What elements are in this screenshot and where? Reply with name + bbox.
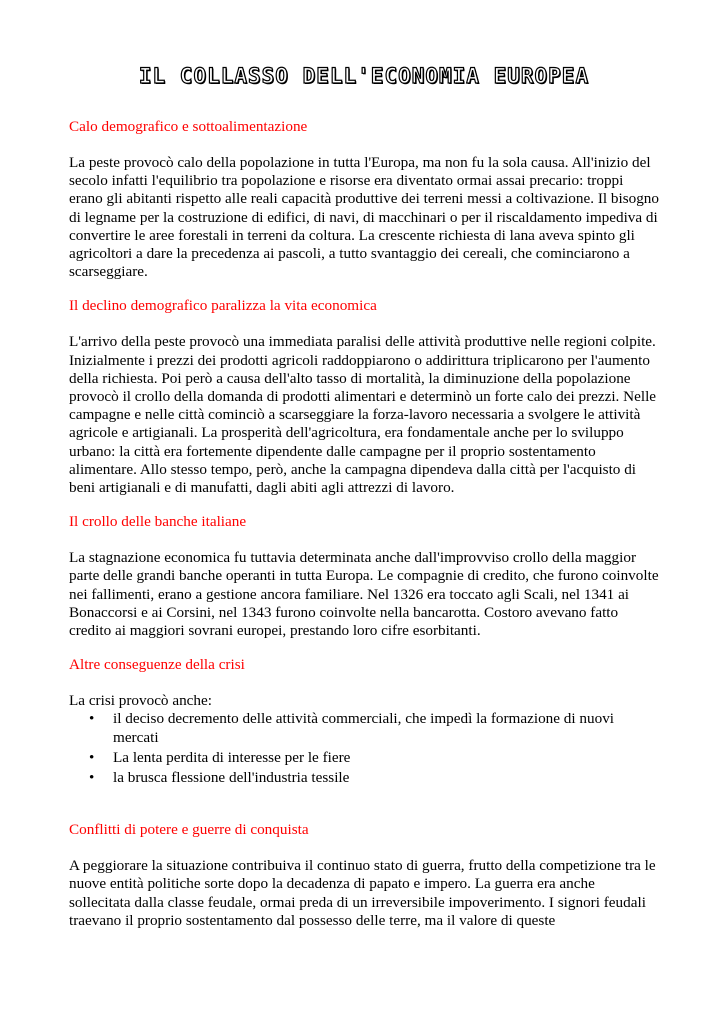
list-intro-text: La crisi provocò anche: [69, 692, 212, 710]
section-heading-conflitti-potere: Conflitti di potere e guerre di conquista [69, 821, 309, 839]
consequences-list [69, 710, 659, 787]
section-heading-declino-demografico: Il declino demografico paralizza la vita economica [69, 297, 377, 315]
section-heading-altre-conseguenze: Altre conseguenze della crisi [69, 656, 245, 674]
list-item-text: La lenta perdita di interesse per le fiere [113, 748, 351, 766]
bullet-icon: • [89, 769, 95, 787]
section-heading-crollo-banche: Il crollo delle banche italiane [69, 513, 247, 531]
list-item [69, 710, 659, 746]
list-item-text: la brusca flessione dell'industria tessile [113, 769, 350, 787]
section-text-declino-demografico: L'arrivo della peste provocò una immediata paralisi delle attività produttive nelle regioni colpite. Inizialmente i prezzi dei prodotti agricoli raddoppiarono o addirittura triplicarono per l'aumento della richiesta. Poi però a causa dell'alto tasso di mortalità, la diminuzione della popolazione provocò il crollo della domanda di prodotti alimentari e determinò un forte calo dei prezzi. Nelle campagne e nelle città cominciò a scarseggiare la forza-lavoro necessaria a svolgere le attività agricole e artigianali. La prosperità dell'agricoltura, era fondamentale anche per lo sviluppo urbano: la città era fortemente dipendente dalle campagne per il proprio sostentamento alimentare. Allo stesso tempo, però, anche la campagna dipendeva dalla città per l'acquisto di beni artigianali e di manufatti, dagli abiti agli attrezzi di lavoro. [69, 333, 657, 497]
section-text-crollo-banche: La stagnazione economica fu tuttavia determinata anche dall'improvviso crollo della maggior parte delle grandi banche operanti in tutta Europa. Le compagnie di credito, che furono coinvolte nei fallimenti, erano a gestione ancora familiare. Nel 1326 era toccato agli Scali, nel 1341 ai Bonaccorsi e ai Corsini, nel 1343 furono coinvolte nella bancarotta. Costoro avevano fatto credito ai maggiori sovrani europei, prestando loro cifre esorbitanti. [69, 549, 659, 640]
section-heading-calo-demografico: Calo demografico e sottoalimentazione [69, 118, 308, 135]
list-item-text: il deciso decremento delle attività commerciali, che impedì la formazione di nuovi mercati [113, 710, 615, 746]
bullet-icon: • [89, 710, 95, 728]
section-text-calo-demografico: La peste provocò calo della popolazione in tutta l'Europa, ma non fu la sola causa. All'inizio del secolo infatti l'equilibrio tra popolazione e risorse era diventato ormai assai precario: troppi erano gli abitanti rispetto alle reali capacità produttive dei terreni messi a coltivazione. Il bisogno di legname per la costruzione di edifici, di navi, di macchinari o per il riscaldamento impediva di convertire le aree forestali in terreni da coltura. La crescente richiesta di lana aveva spinto gli agricoltori a dare la precedenza ai pascoli, a tutto svantaggio dei cereali, che cominciarono a scarseggiare. [69, 154, 659, 281]
bullet-icon: • [89, 748, 95, 766]
list-item [69, 749, 659, 767]
list-item [69, 769, 659, 787]
document-title: IL COLLASSO DELL'ECONOMIA EUROPEA [138, 64, 590, 88]
document-page [69, 62, 659, 946]
section-text-conflitti-potere: A peggiorare la situazione contribuiva il continuo stato di guerra, frutto della competizione tra le nuove entità politiche sorte dopo la decadenza di papato e impero. La guerra era anche sollecitata dalla classe feudale, ormai preda di un irreversibile impoverimento. I signori feudali traevano il proprio sostentamento dal possesso delle terre, ma il valore di queste [69, 857, 656, 929]
